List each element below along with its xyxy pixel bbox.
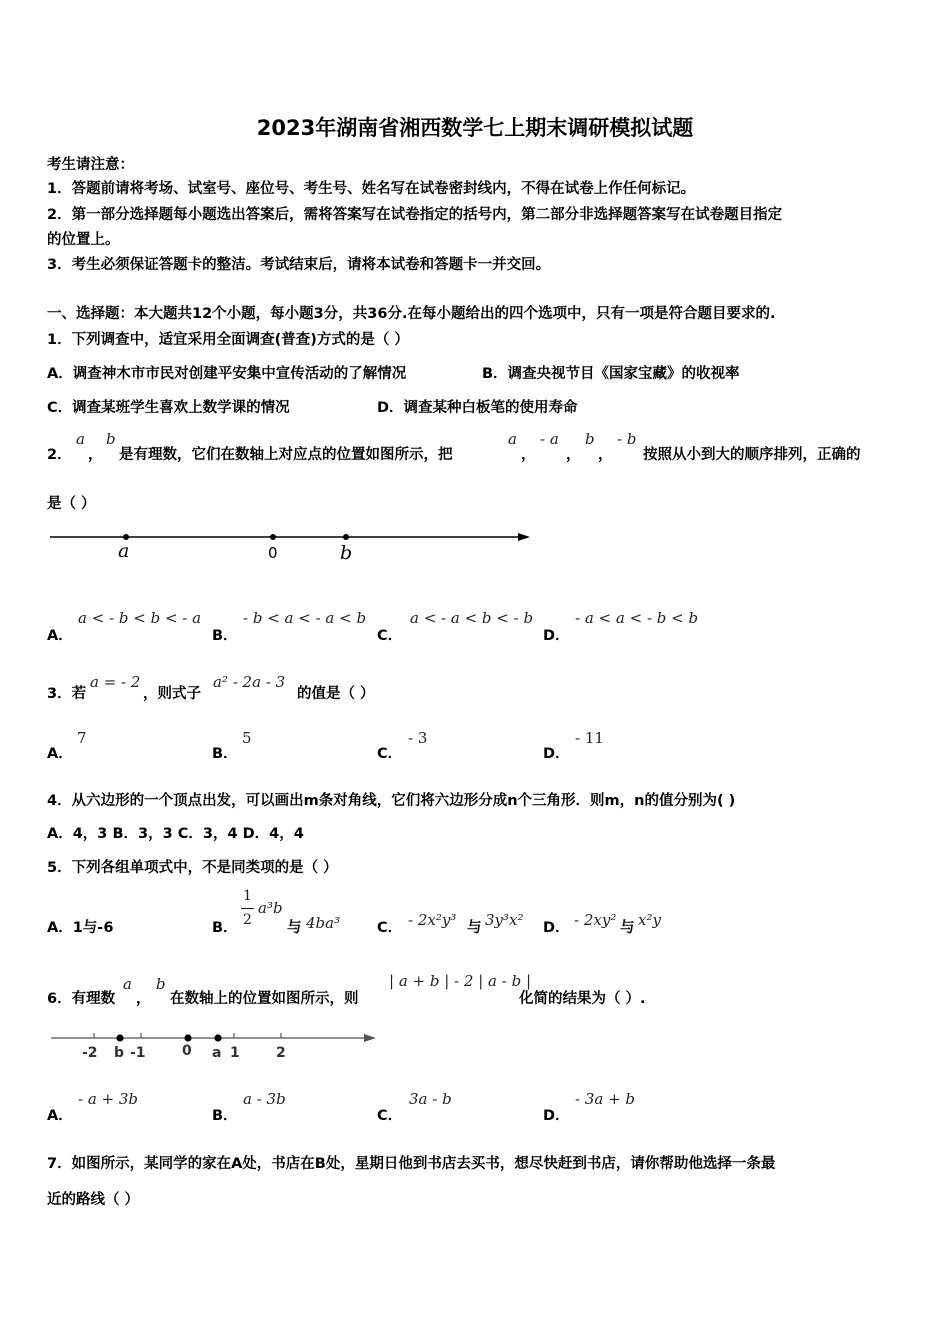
- q5-b-frac-den: 2: [243, 912, 252, 928]
- q6-stem-part1: 在数轴上的位置如图所示，则: [170, 991, 359, 1007]
- notice-item-2-cont: 的位置上。: [47, 232, 120, 248]
- q5-option-d-label: D．: [543, 920, 570, 936]
- q6-number-line: [46, 1024, 386, 1062]
- q6-var-b: b: [156, 975, 166, 993]
- q6-label-zero: 0: [182, 1043, 192, 1059]
- q6-label-1: 1: [230, 1045, 240, 1061]
- q1-option-b: B．调查央视节目《国家宝藏》的收视率: [482, 366, 740, 382]
- q2-label-b: b: [340, 542, 353, 564]
- q5-option-c-label: C．: [377, 920, 403, 936]
- notice-item-2: 2．第一部分选择题每小题选出答案后，需将答案写在试卷指定的括号内，第二部分非选择题答案写在试卷题目指定: [47, 207, 783, 223]
- q2-option-c-label: C．: [377, 628, 403, 644]
- q2-stem-part2: 按照从小到大的顺序排列，正确的: [643, 447, 861, 463]
- q2-item-neg-a: - a: [540, 430, 559, 448]
- q5-d-with: 与: [620, 920, 635, 936]
- q5-c-term-1: - 2x²y³: [408, 911, 457, 929]
- q2-sep-1: ，: [521, 447, 536, 463]
- q7-stem-line2: 近的路线（ ）: [47, 1192, 140, 1208]
- q3-option-a-value: 7: [77, 729, 87, 747]
- section-heading: 一、选择题：本大题共12个小题，每小题3分，共36分.在每小题给出的四个选项中，只有一项是符合题目要求的.: [47, 306, 776, 322]
- q1-option-c: C．调查某班学生喜欢上数学课的情况: [47, 400, 290, 416]
- q2-label-zero: 0: [268, 544, 278, 562]
- q6-label-neg1: -1: [130, 1045, 146, 1061]
- q2-point-zero: [270, 534, 276, 540]
- q6-label-a: a: [212, 1045, 222, 1061]
- q6-option-d-label: D．: [543, 1108, 570, 1124]
- q5-d-term-2: x²y: [638, 911, 661, 929]
- q5-option-a: A．1与-6: [47, 920, 114, 936]
- q6-label-b: b: [114, 1045, 125, 1061]
- q1-option-d: D．调查某种白板笔的使用寿命: [377, 400, 578, 416]
- q6-option-c-label: C．: [377, 1108, 403, 1124]
- q2-stem-part1: 是有理数，它们在数轴上对应点的位置如图所示，把: [119, 447, 453, 463]
- q2-sep-3: ，: [598, 447, 613, 463]
- q4-stem: 4．从六边形的一个顶点出发，可以画出m条对角线，它们将六边形分成n个三角形．则m，n的值分别为( ): [47, 793, 736, 809]
- q3-stem-part1: ，则式子: [143, 686, 201, 702]
- q6-label-2: 2: [276, 1045, 286, 1061]
- q2-number: 2．: [47, 447, 72, 463]
- q5-d-term-1: - 2xy²: [574, 911, 617, 929]
- q6-option-a-expr: - a + 3b: [78, 1090, 139, 1108]
- q1-option-a: A．调查神木市市民对创建平安集中宣传活动的了解情况: [47, 366, 407, 382]
- q6-point-zero: [184, 1034, 191, 1041]
- q2-option-d-expr: - a < a < - b < b: [575, 609, 699, 627]
- q3-option-c-label: C．: [377, 746, 403, 762]
- q2-option-b-expr: - b < a < - a < b: [243, 609, 367, 627]
- q3-option-b-value: 5: [242, 729, 252, 747]
- q6-expression: | a + b | - 2 | a - b |: [389, 972, 532, 990]
- q2-number-line: [40, 522, 540, 567]
- q2-option-a-label: A．: [47, 628, 73, 644]
- q6-axis-arrow: [364, 1034, 376, 1042]
- q2-option-d-label: D．: [543, 628, 570, 644]
- q3-option-c-value: - 3: [408, 729, 428, 747]
- q6-var-a: a: [123, 975, 132, 993]
- q2-stem-part3: 是（ ）: [47, 496, 96, 512]
- q5-b-term-1: a³b: [258, 899, 283, 917]
- q6-option-b-expr: a - 3b: [243, 1090, 286, 1108]
- q6-option-a-label: A．: [47, 1108, 73, 1124]
- q2-sep-2: ，: [566, 447, 581, 463]
- q3-option-d-label: D．: [543, 746, 570, 762]
- q2-var-b: b: [106, 430, 116, 448]
- q6-point-a: [214, 1034, 221, 1041]
- q2-option-b-label: B．: [212, 628, 238, 644]
- q5-b-frac-num: 1: [243, 888, 252, 904]
- q3-option-a-label: A．: [47, 746, 73, 762]
- q2-comma: ，: [88, 447, 103, 463]
- q5-c-with: 与: [467, 920, 482, 936]
- q2-item-neg-b: - b: [617, 430, 637, 448]
- q6-comma: ，: [136, 991, 151, 1007]
- q5-b-frac-bar: [241, 908, 254, 909]
- q2-item-a: a: [508, 430, 517, 448]
- q6-option-c-expr: 3a - b: [409, 1090, 452, 1108]
- q3-option-b-label: B．: [212, 746, 238, 762]
- q4-options: A．4，3 B．3，3 C．3，4 D．4，4: [47, 826, 304, 842]
- q6-stem-part2: 化简的结果为（ ）.: [519, 991, 646, 1007]
- q3-number: 3．若: [47, 686, 87, 702]
- q7-stem-line1: 7．如图所示，某同学的家在A处，书店在B处，星期日他到书店去买书，想尽快赶到书店，请你帮助他选择一条最: [47, 1156, 776, 1172]
- q6-option-d-expr: - 3a + b: [575, 1090, 636, 1108]
- q2-item-b: b: [585, 430, 595, 448]
- notice-item-1: 1．答题前请将考场、试室号、座位号、考生号、姓名写在试卷密封线内，不得在试卷上作任何标记。: [47, 181, 696, 197]
- q6-point-b: [116, 1034, 123, 1041]
- q2-point-b: [343, 534, 349, 540]
- q6-number: 6．有理数: [47, 991, 116, 1007]
- q2-axis-arrow: [518, 533, 530, 541]
- notice-heading: 考生请注意：: [47, 157, 134, 173]
- q5-option-b-label: B．: [212, 920, 238, 936]
- q6-option-b-label: B．: [212, 1108, 238, 1124]
- q2-option-a-expr: a < - b < b < - a: [78, 609, 202, 627]
- q2-var-a: a: [76, 430, 85, 448]
- q3-option-d-value: - 11: [575, 729, 604, 747]
- q5-b-term-2: 4ba³: [306, 914, 341, 932]
- q5-stem: 5．下列各组单项式中，不是同类项的是（ ）: [47, 860, 338, 876]
- q2-option-c-expr: a < - a < b < - b: [410, 609, 534, 627]
- q5-c-term-2: 3y³x²: [485, 911, 524, 929]
- q3-expression: a² - 2a - 3: [213, 673, 286, 691]
- q1-stem: 1．下列调查中，适宜采用全面调查(普查)方式的是（ ）: [47, 332, 409, 348]
- q5-b-with: 与: [287, 920, 302, 936]
- page-title: 2023年湖南省湘西数学七上期末调研模拟试题: [256, 116, 694, 140]
- q6-label-neg2: -2: [82, 1045, 98, 1061]
- q2-label-a: a: [118, 540, 130, 562]
- q3-condition: a = - 2: [90, 673, 141, 691]
- q3-stem-part2: 的值是（ ）: [297, 686, 375, 702]
- notice-item-3: 3．考生必须保证答题卡的整洁。考试结束后，请将本试卷和答题卡一并交回。: [47, 257, 551, 273]
